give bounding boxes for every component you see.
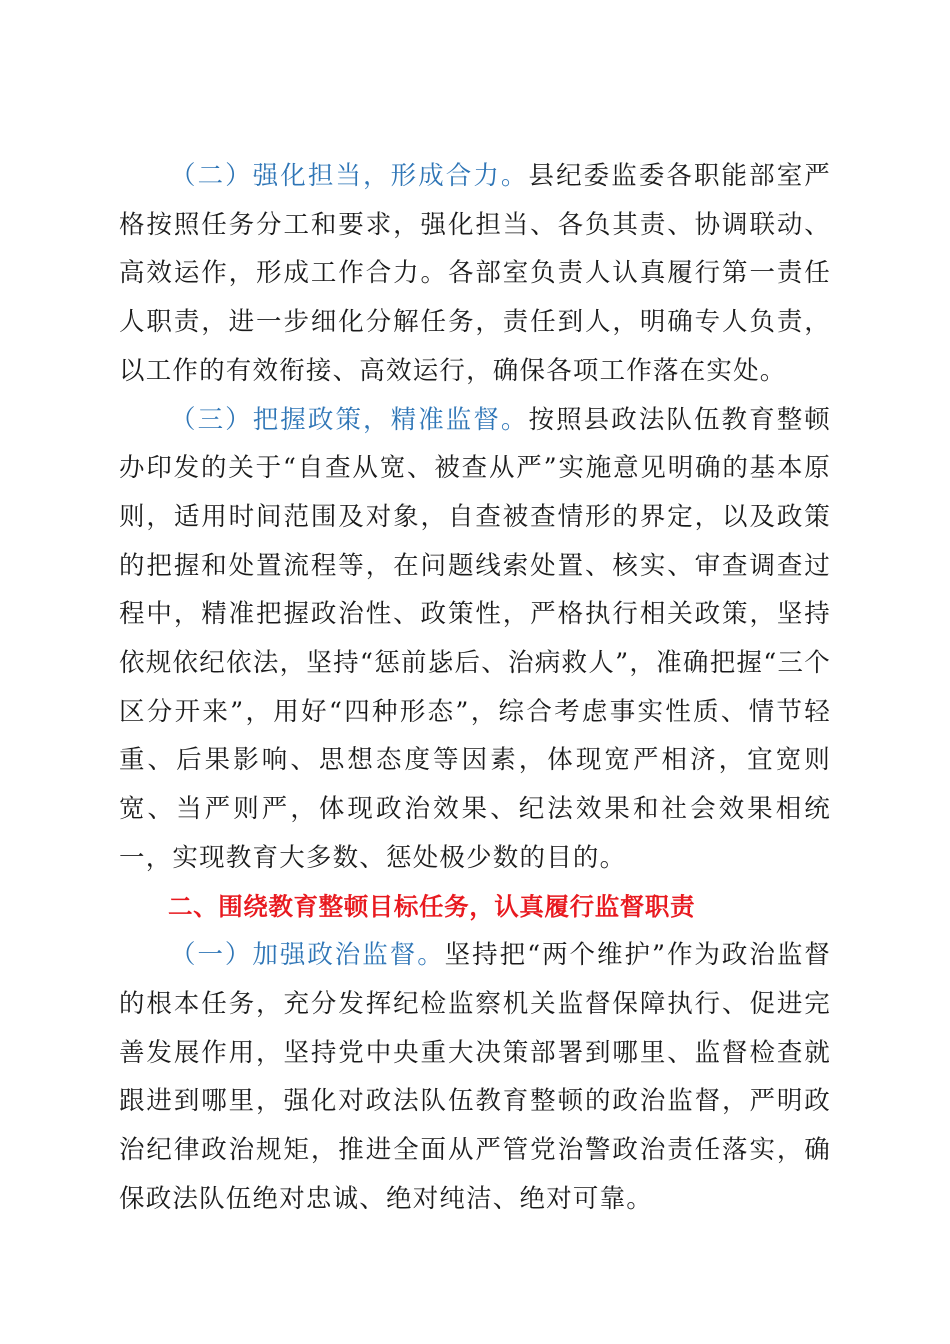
paragraph-strengthen-responsibility: [119, 152, 831, 396]
section-heading: 二、围绕教育整顿目标任务，认真履行监督职责: [168, 891, 696, 921]
paragraph-body: 按照县政法队伍教育整顿办印发的关于“自查从宽、被查从严”实施意见明确的基本原则，适用时间范围及对象，自查被查情形的界定，以及政策的把握和处置流程等，在问题线索处置、核实、审查调查过程中，精准把握政治性、政策性，严格执行相关政策，坚持依规依纪依法，坚持“惩前毖后、治病救人”，准确把握“三个区分开来”，用好“四种形态”，综合考虑事实性质、情节轻重、后果影响、思想态度等因素，体现宽严相济，宜宽则宽、当严则严，体现政治效果、纪法效果和社会效果相统一，实现教育大多数、惩处极少数的目的。: [119, 404, 831, 873]
paragraph-heading: （三）把握政策，精准监督。: [170, 404, 529, 435]
paragraph-body: 坚持把“两个维护”作为政治监督的根本任务，充分发挥纪检监察机关监督保障执行、促进完善发展作用，坚持党中央重大决策部署到哪里、监督检查就跟进到哪里，强化对政法队伍教育整顿的政治监督，严明政治纪律政治规矩，推进全面从严管党治警政治责任落实，确保政法队伍绝对忠诚、绝对纯洁、绝对可靠。: [119, 940, 831, 1214]
paragraph-heading: （一）加强政治监督。: [170, 940, 445, 971]
paragraph-heading: （二）强化担当，形成合力。: [170, 161, 529, 191]
document-page: [119, 152, 831, 1223]
paragraph-grasp-policy: [119, 396, 831, 883]
paragraph-political-supervision: [119, 931, 831, 1223]
paragraph-body: 县纪委监委各职能部室严格按照任务分工和要求，强化担当、各负其责、协调联动、高效运作，形成工作合力。各部室负责人认真履行第一责任人职责，进一步细化分解任务，责任到人，明确专人负责，以工作的有效衔接、高效运行，确保各项工作落在实处。: [119, 161, 831, 386]
